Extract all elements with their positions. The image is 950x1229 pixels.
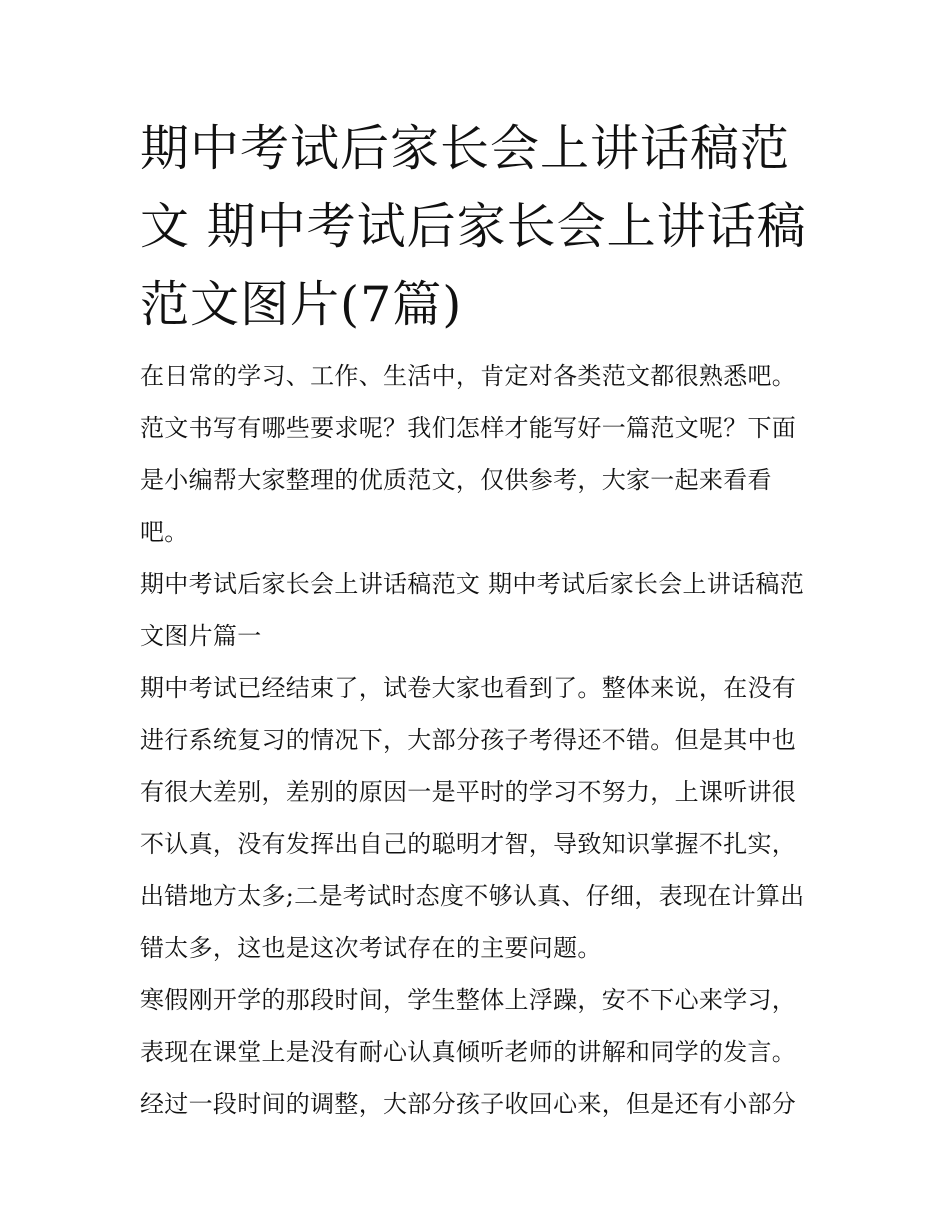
body-paragraph: 期中考试已经结束了，试卷大家也看到了。整体来说，在没有进行系统复习的情况下，大部分孩子考得还不错。但是其中也有很大差别，差别的原因一是平时的学习不努力，上课听讲很不认真，没有发挥出自己的聪明才智，导致知识掌握不扎实，出错地方太多;二是考试时态度不够认真、仔细，表现在计算出错太多，这也是这次考试存在的主要问题。 [140,674,805,962]
document-page [140,110,820,1130]
section-heading: 期中考试后家长会上讲话稿范文 期中考试后家长会上讲话稿范文图片篇一 [140,570,805,650]
document-title: 期中考试后家长会上讲话稿范文 期中考试后家长会上讲话稿范文图片(7篇) [140,120,807,333]
body-paragraph: 寒假刚开学的那段时间，学生整体上浮躁，安不下心来学习，表现在课堂上是没有耐心认真倾听老师的讲解和同学的发言。经过一段时间的调整，大部分孩子收回心来，但是还有小部分 [140,986,797,1118]
intro-paragraph: 在日常的学习、工作、生活中，肯定对各类范文都很熟悉吧。范文书写有哪些要求呢？我们怎样才能写好一篇范文呢？下面是小编帮大家整理的优质范文，仅供参考，大家一起来看看吧。 [140,362,797,546]
